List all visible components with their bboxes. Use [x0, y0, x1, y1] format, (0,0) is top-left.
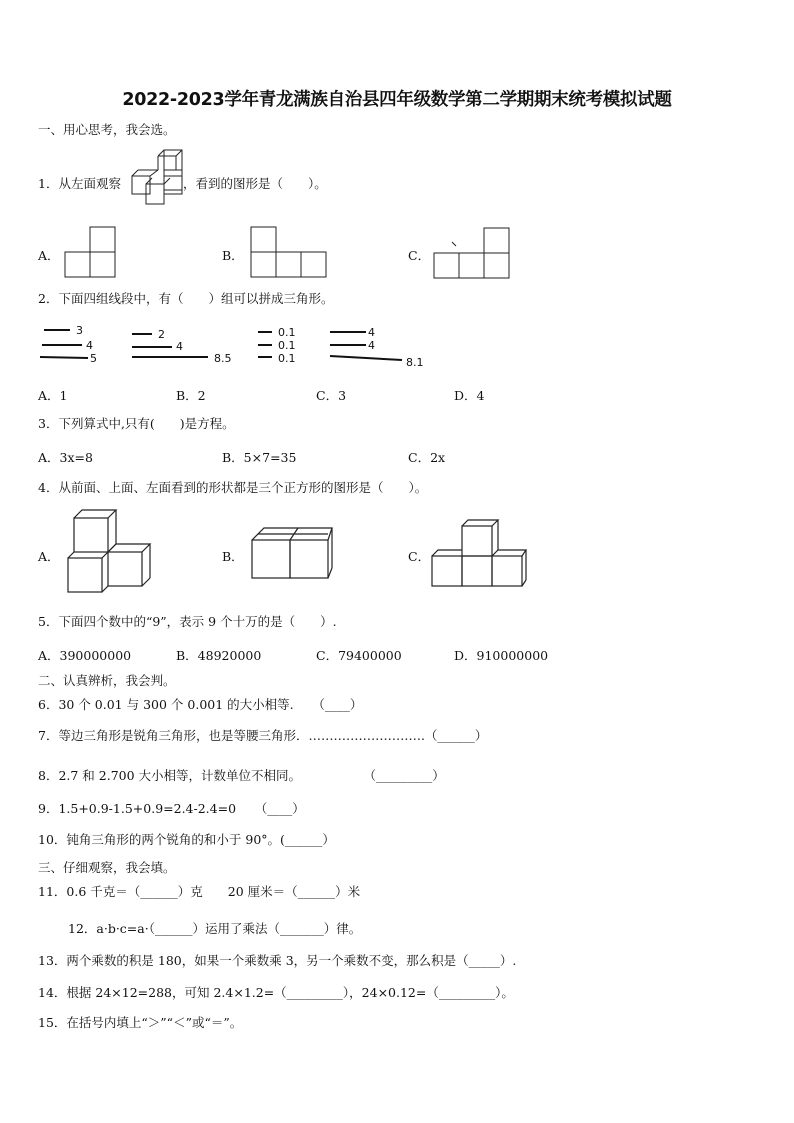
- segment-label-2-3: 8.5: [214, 352, 232, 365]
- question-3-option-b: B．5×7=35: [222, 450, 297, 465]
- question-7: 7．等边三角形是锐角三角形，也是等腰三角形．……………………….（______）: [38, 728, 488, 743]
- segment-label-2-2: 4: [176, 340, 183, 353]
- question-4-option-b: B．: [222, 549, 244, 564]
- question-5-option-b: B．48920000: [176, 648, 262, 663]
- question-4-option-c-figure: [430, 518, 530, 590]
- question-1-prefix: 1．从左面观察: [38, 176, 121, 191]
- question-14: 14．根据 24×12=288，可知 2.4×1.2=（_________），24×0.12=（_________）。: [38, 985, 514, 1000]
- question-1-option-a-figure: [64, 226, 118, 278]
- question-3-option-a: A．3x=8: [38, 450, 93, 465]
- question-3: 3．下列算式中,只有( )是方程。: [38, 416, 235, 431]
- question-5: 5．下面四个数中的“9”，表示 9 个十万的是（ ）.: [38, 614, 337, 629]
- segment-label-1-1: 3: [76, 324, 83, 337]
- section-3-heading: 三、仔细观察，我会填。: [38, 860, 176, 875]
- question-1-suffix: ，看到的图形是（ ）。: [182, 176, 327, 191]
- question-5-option-c: C．79400000: [316, 648, 402, 663]
- question-6: 6．30 个 0.01 与 300 个 0.001 的大小相等. （____）: [38, 697, 363, 712]
- segment-label-2-1: 2: [158, 328, 165, 341]
- question-1-option-a: A．: [38, 248, 60, 263]
- question-1-cube-figure: [128, 148, 190, 210]
- segment-label-3-1: 0.1: [278, 326, 296, 339]
- segment-label-3-3: 0.1: [278, 352, 296, 365]
- question-4-option-a: A．: [38, 549, 60, 564]
- question-2-option-c: C．3: [316, 388, 347, 403]
- question-1-option-c: C．: [408, 248, 431, 263]
- question-2-option-d: D．4: [454, 388, 485, 403]
- page-title: 2022-2023学年青龙满族自治县四年级数学第二学期期末统考模拟试题: [122, 90, 672, 110]
- segment-label-4-3: 8.1: [406, 356, 424, 369]
- question-11: 11．0.6 千克＝（______）克 20 厘米＝（______）米: [38, 884, 361, 899]
- question-12: 12．a·b·c=a·（______）运用了乘法（_______）律。: [68, 921, 362, 936]
- question-1-option-b: B．: [222, 248, 244, 263]
- section-1-heading: 一、用心思考，我会选。: [38, 122, 176, 137]
- question-2-segment-groups: [38, 322, 438, 372]
- question-10: 10．钝角三角形的两个锐角的和小于 90°。(______）: [38, 832, 335, 847]
- question-4-option-c: C．: [408, 549, 431, 564]
- question-3-option-c: C．2x: [408, 450, 446, 465]
- question-13: 13．两个乘数的积是 180，如果一个乘数乘 3，另一个乘数不变，那么积是（_____）.: [38, 953, 517, 968]
- question-2-option-a: A．1: [38, 388, 68, 403]
- segment-1-3: [40, 357, 88, 358]
- segment-label-1-3: 5: [90, 352, 97, 365]
- segment-4-3: [330, 356, 402, 360]
- segment-label-4-1: 4: [368, 326, 375, 339]
- segment-label-1-2: 4: [86, 339, 93, 352]
- question-2: 2．下面四组线段中，有（ ）组可以拼成三角形。: [38, 291, 334, 306]
- question-5-option-d: D．910000000: [454, 648, 549, 663]
- question-4-option-a-figure: [64, 508, 156, 598]
- question-5-option-a: A．390000000: [38, 648, 132, 663]
- question-4: 4．从前面、上面、左面看到的形状都是三个正方形的图形是（ ）。: [38, 480, 428, 495]
- segment-label-3-2: 0.1: [278, 339, 296, 352]
- question-2-option-b: B．2: [176, 388, 206, 403]
- question-4-option-b-figure: [248, 524, 336, 584]
- segment-label-4-2: 4: [368, 339, 375, 352]
- question-9: 9．1.5+0.9-1.5+0.9=2.4-2.4=0 （____）: [38, 801, 305, 816]
- question-1-option-b-figure: [250, 226, 328, 278]
- question-8: 8．2.7 和 2.700 大小相等，计数单位不相同。 （_________）: [38, 768, 445, 783]
- question-1-option-c-figure: [432, 226, 512, 280]
- question-15: 15．在括号内填上“＞”“＜”或“＝”。: [38, 1015, 243, 1030]
- section-2-heading: 二、认真辨析，我会判。: [38, 673, 176, 688]
